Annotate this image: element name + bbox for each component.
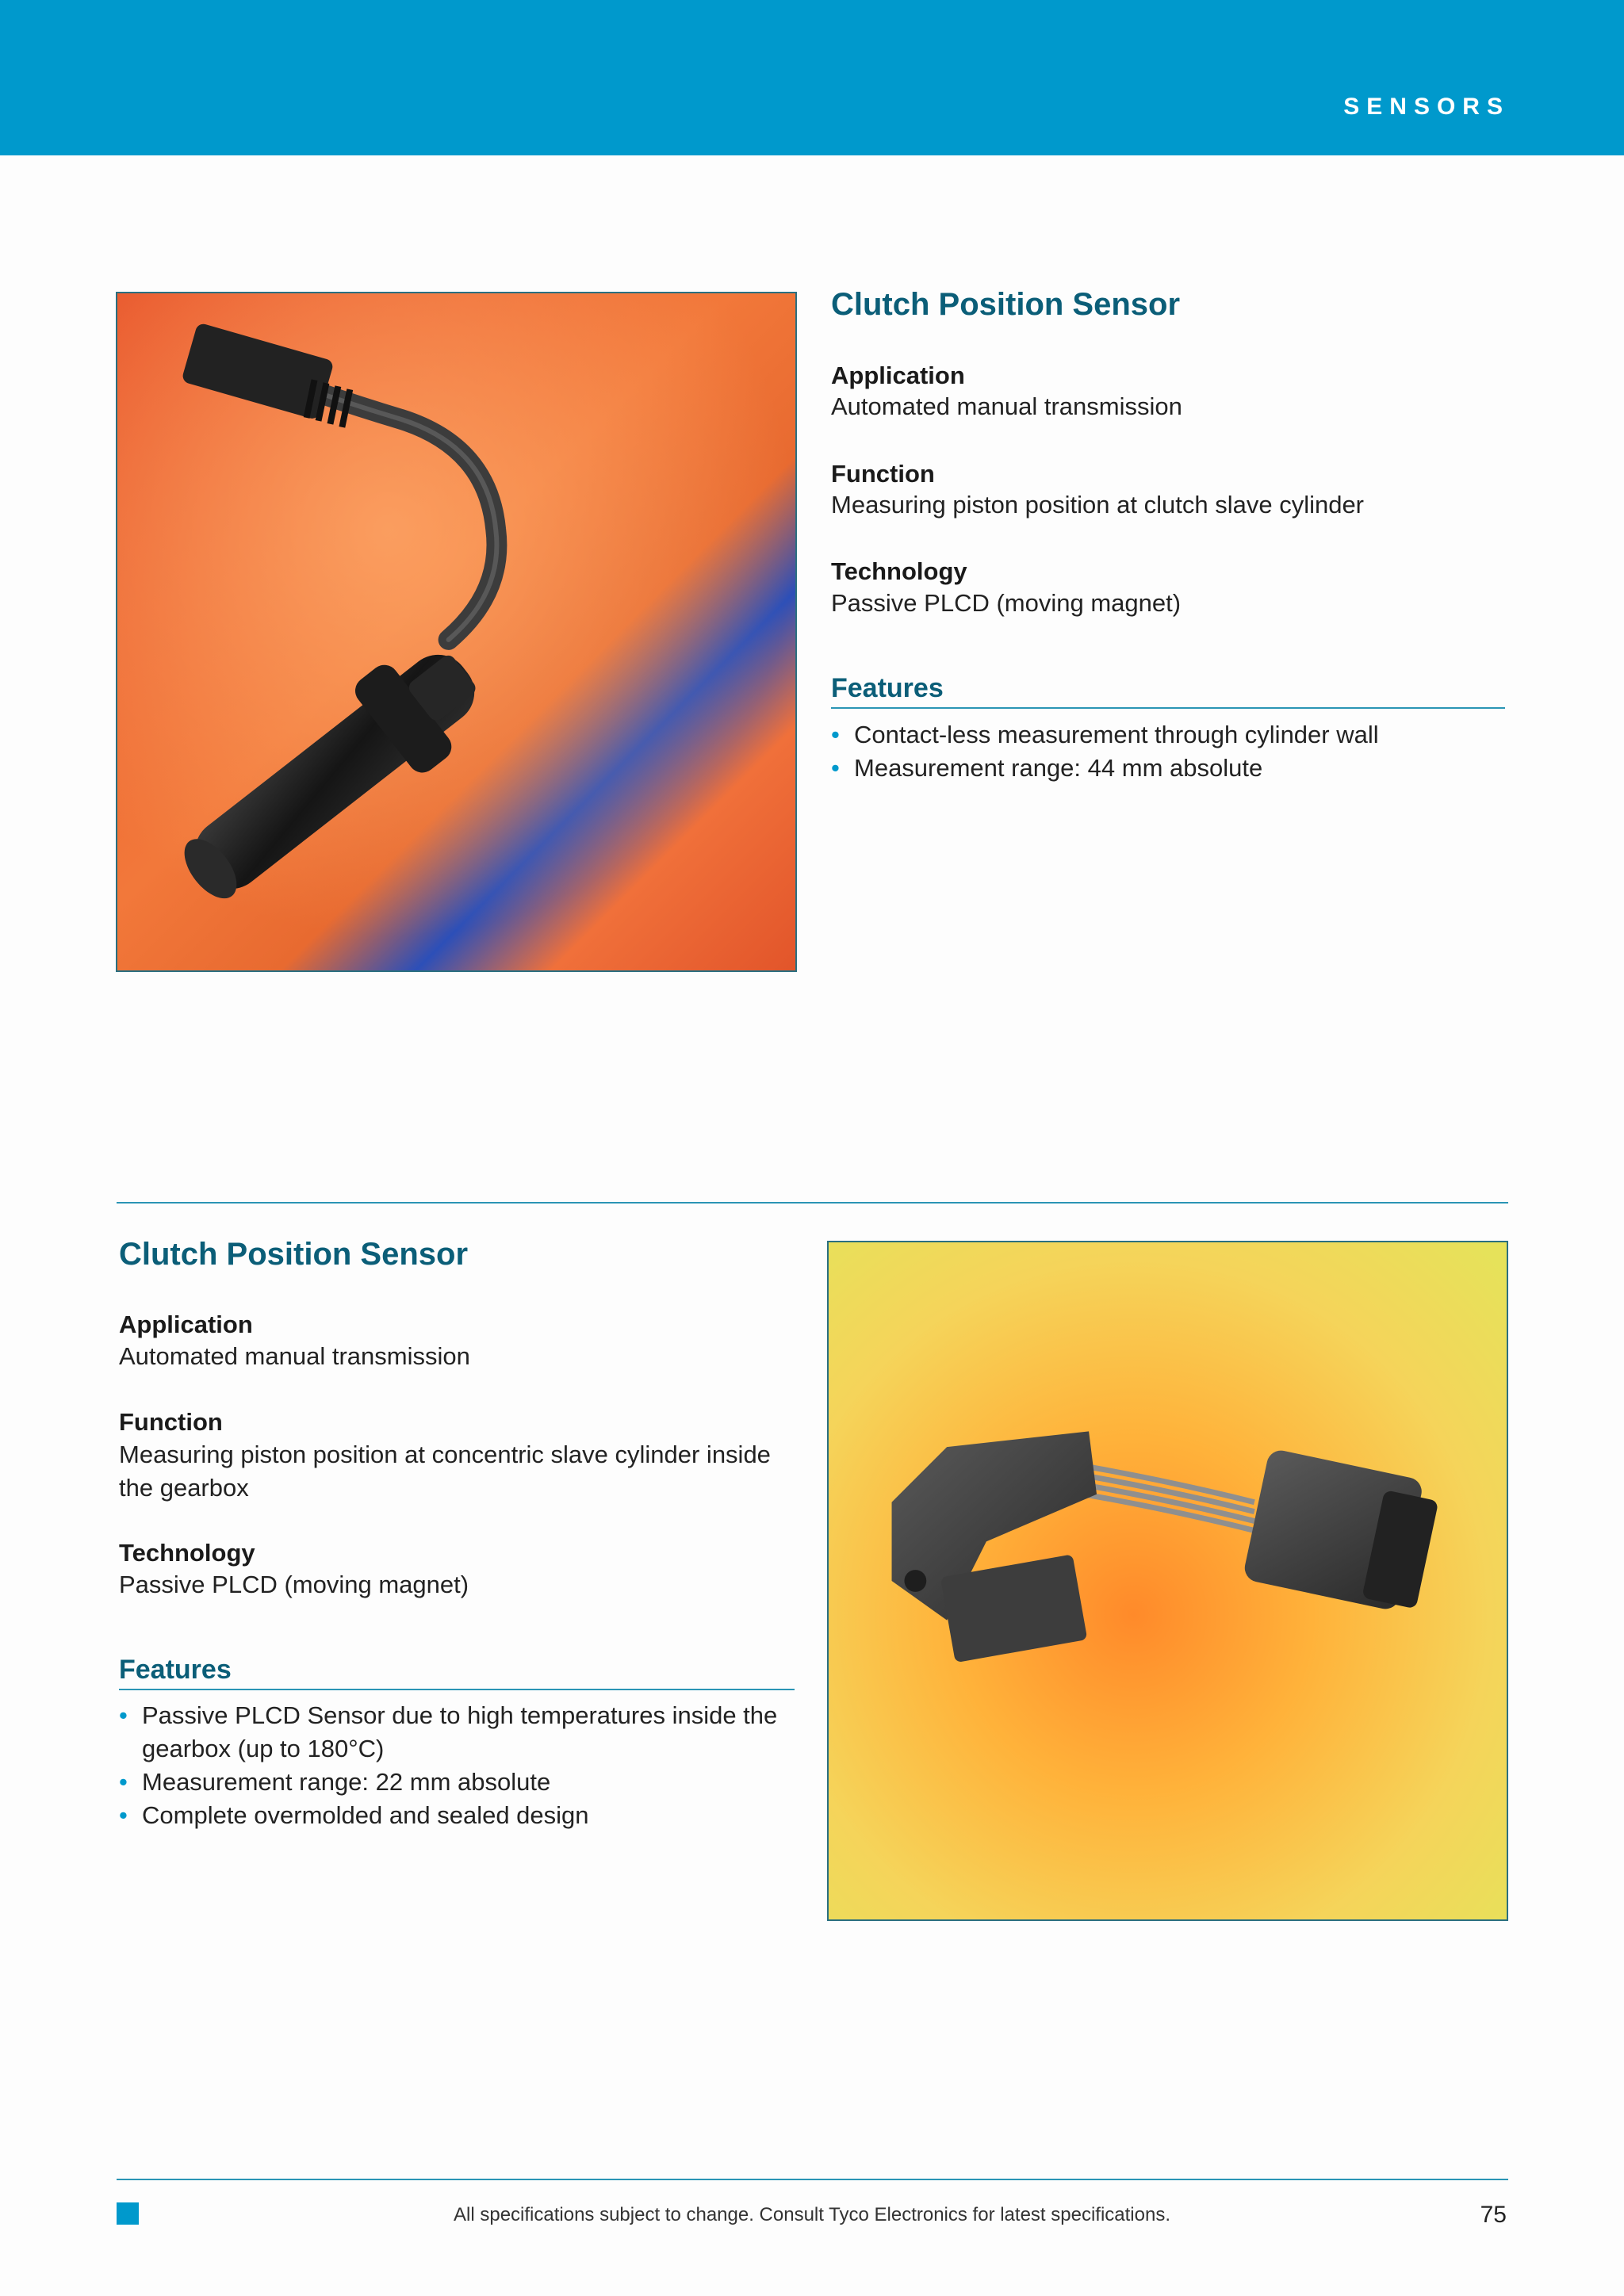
product-1-application-label: Application bbox=[831, 362, 965, 389]
bullet-icon: • bbox=[831, 754, 840, 782]
header-band bbox=[0, 0, 1624, 155]
section-title: SENSORS bbox=[1343, 94, 1510, 120]
product-1-function-value: Measuring piston position at clutch slave cylinder bbox=[831, 491, 1365, 519]
bullet-icon: • bbox=[119, 1768, 128, 1796]
feature-item: • Complete overmolded and sealed design bbox=[119, 1799, 795, 1832]
product-1-title: Clutch Position Sensor bbox=[831, 287, 1181, 322]
feature-item: • Passive PLCD Sensor due to high temperatures inside the gearbox (up to 180°C) bbox=[119, 1699, 795, 1766]
bullet-icon: • bbox=[119, 1701, 128, 1729]
product-1-application-value: Automated manual transmission bbox=[831, 392, 1182, 420]
product-2-function-label: Function bbox=[119, 1408, 223, 1436]
product-2-technology-label: Technology bbox=[119, 1539, 255, 1567]
product-2-application-value: Automated manual transmission bbox=[119, 1342, 470, 1370]
product-2-function-value: Measuring piston position at concentric slave cylinder inside the gearbox bbox=[119, 1441, 771, 1502]
product-2-technology-value: Passive PLCD (moving magnet) bbox=[119, 1571, 469, 1598]
product-photo-2 bbox=[827, 1241, 1508, 1921]
feature-item: • Contact-less measurement through cylinder wall bbox=[831, 718, 1505, 752]
feature-item: • Measurement range: 44 mm absolute bbox=[831, 752, 1505, 785]
product-photo-1 bbox=[116, 292, 797, 972]
bullet-icon: • bbox=[831, 721, 840, 748]
product-2-application-label: Application bbox=[119, 1311, 253, 1338]
section-divider bbox=[117, 1202, 1508, 1203]
product-2-features-list bbox=[119, 1699, 795, 1832]
footer-disclaimer: All specifications subject to change. Consult Tyco Electronics for latest specifications. bbox=[454, 2204, 1170, 2225]
product-1-technology-value: Passive PLCD (moving magnet) bbox=[831, 589, 1182, 617]
product-2-title: Clutch Position Sensor bbox=[119, 1237, 469, 1272]
product-1-features-heading: Features bbox=[831, 673, 1505, 709]
product-1-function-label: Function bbox=[831, 460, 935, 488]
product-1-features-list bbox=[831, 718, 1505, 785]
page-number: 75 bbox=[1480, 2202, 1507, 2228]
footer-divider bbox=[117, 2179, 1508, 2180]
feature-item: • Measurement range: 22 mm absolute bbox=[119, 1766, 795, 1799]
bullet-icon: • bbox=[119, 1801, 128, 1829]
product-1-technology-label: Technology bbox=[831, 557, 967, 585]
product-2-features-heading: Features bbox=[119, 1655, 795, 1690]
